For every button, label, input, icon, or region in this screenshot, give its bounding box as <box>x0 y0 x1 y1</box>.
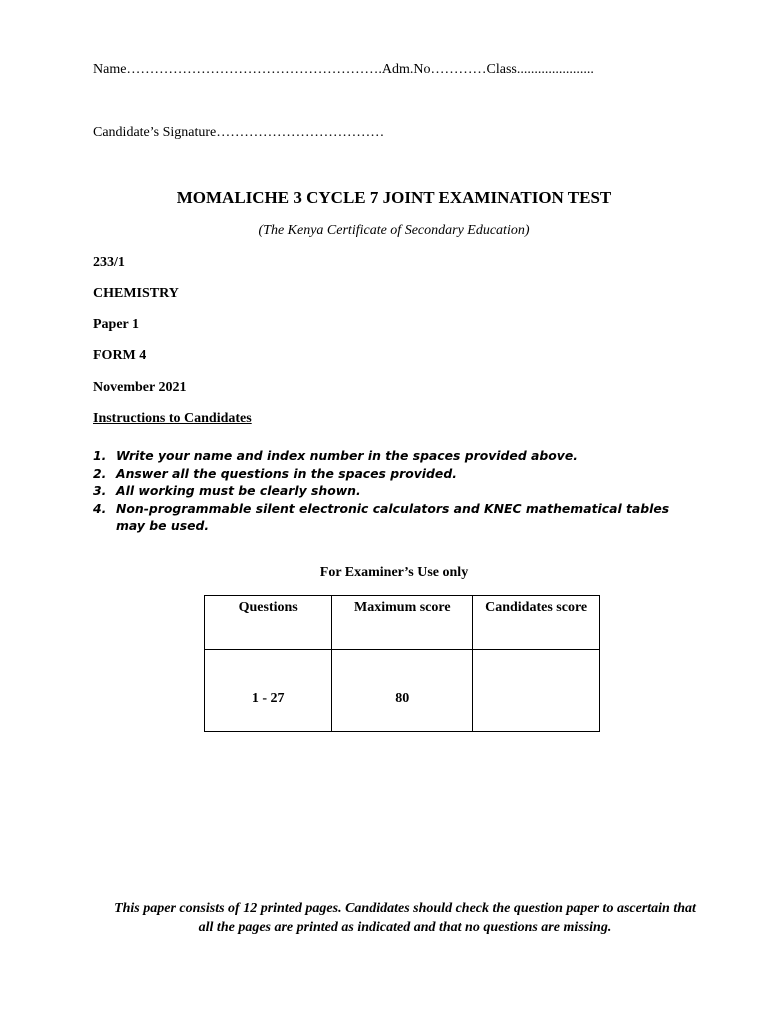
column-header-maximum-score: Maximum score <box>332 596 473 650</box>
exam-date: November 2021 <box>93 380 187 395</box>
candidate-signature-line: Candidate’s Signature……………………………… <box>93 125 385 140</box>
paper-code: 233/1 <box>93 255 125 270</box>
instruction-text: Answer all the questions in the spaces provided. <box>116 465 457 481</box>
exam-title: MOMALICHE 3 CYCLE 7 JOINT EXAMINATION TEST <box>176 188 612 207</box>
instruction-text: All working must be clearly shown. <box>116 483 361 498</box>
cell-maximum-score: 80 <box>332 650 473 732</box>
instruction-item <box>93 482 693 500</box>
instruction-number: 1. <box>93 448 107 463</box>
instruction-item <box>93 465 693 483</box>
column-header-questions: Questions <box>205 596 332 650</box>
instruction-number: 3. <box>93 483 107 498</box>
instructions-heading: Instructions to Candidates <box>93 411 252 426</box>
table-header-row <box>205 596 600 650</box>
cell-candidates-score[interactable] <box>473 650 600 732</box>
instruction-number: 4. <box>93 500 107 516</box>
instruction-text: Non-programmable silent electronic calculators and KNEC mathematical tables may be used. <box>116 500 670 533</box>
examiner-score-table <box>204 595 600 732</box>
instruction-number: 2. <box>93 465 107 481</box>
form-level: FORM 4 <box>93 348 147 363</box>
subject-name: CHEMISTRY <box>93 286 179 301</box>
table-row <box>205 650 600 732</box>
paper-number: Paper 1 <box>93 317 140 332</box>
instruction-item <box>93 447 693 465</box>
exam-subtitle: (The Kenya Certificate of Secondary Education) <box>258 223 530 238</box>
footer-note: This paper consists of 12 printed pages. Candidates should check the question paper to ascertain that all the pages are printed as indicated and that no questions are missing. <box>114 901 696 935</box>
column-header-candidates-score: Candidates score <box>473 596 600 650</box>
instructions-list <box>93 447 693 535</box>
name-adm-class-line: Name……………………………………………….Adm.No…………Class...................... <box>93 62 594 77</box>
examiner-use-heading: For Examiner’s Use only <box>319 565 469 580</box>
instruction-text: Write your name and index number in the spaces provided above. <box>116 448 578 463</box>
cell-questions: 1 - 27 <box>205 650 332 732</box>
instruction-item <box>93 500 693 535</box>
